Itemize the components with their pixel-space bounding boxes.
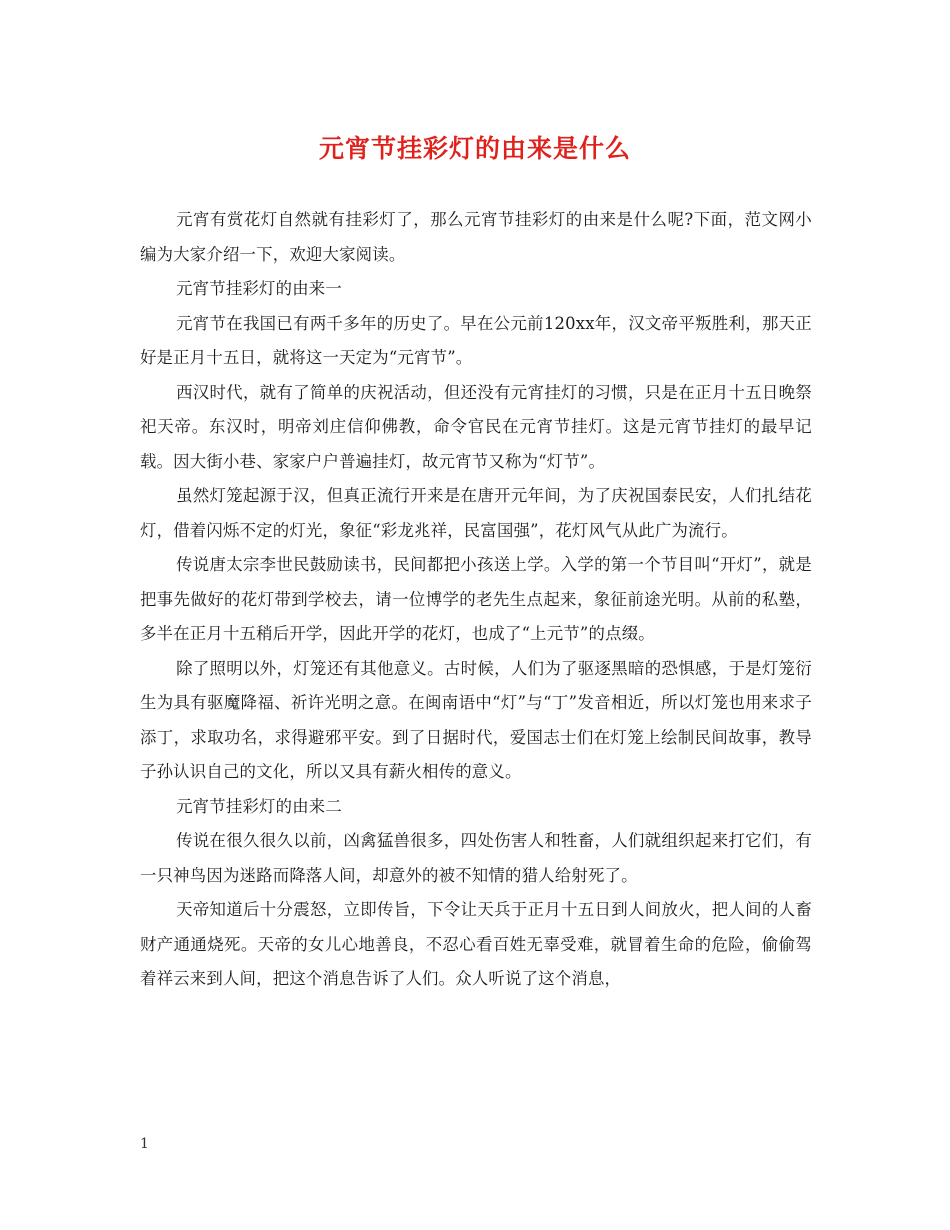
paragraph: 虽然灯笼起源于汉，但真正流行开来是在唐开元年间，为了庆祝国泰民安，人们扎结花灯，借着闪烁不定的灯光，象征“彩龙兆祥，民富国强”，花灯风气从此广为流行。 (140, 486, 812, 540)
paragraph: 元宵节在我国已有两千多年的历史了。早在公元前120xx年，汉文帝平叛胜利，那天正好是正月十五日，就将这一天定为“元宵节”。 (140, 313, 812, 367)
paragraph: 传说唐太宗李世民鼓励读书，民间都把小孩送上学。入学的第一个节目叫“开灯”，就是把事先做好的花灯带到学校去，请一位博学的老先生点起来，象征前途光明。从前的私塾，多半在正月十五稍后开学，因此开学的花灯，也成了“上元节”的点缀。 (140, 555, 812, 643)
paragraph-intro: 元宵有赏花灯自然就有挂彩灯了，那么元宵节挂彩灯的由来是什么呢?下面，范文网小编为大家介绍一下，欢迎大家阅读。 (140, 210, 812, 264)
paragraph: 西汉时代，就有了简单的庆祝活动，但还没有元宵挂灯的习惯，只是在正月十五日晚祭祀天帝。东汉时，明帝刘庄信仰佛教，命令官民在元宵节挂灯。这是元宵节挂灯的最早记载。因大街小巷、家家户户普遍挂灯，故元宵节又称为“灯节”。 (140, 382, 812, 471)
section-heading-2: 元宵节挂彩灯的由来二 (176, 796, 342, 816)
document-body (140, 203, 812, 997)
page-number: 1 (140, 1136, 149, 1152)
paragraph: 传说在很久很久以前，凶禽猛兽很多，四处伤害人和牲畜，人们就组织起来打它们，有一只神鸟因为迷路而降落人间，却意外的被不知情的猎人给射死了。 (140, 831, 812, 885)
document-title: 元宵节挂彩灯的由来是什么 (318, 134, 631, 163)
section-heading-1: 元宵节挂彩灯的由来一 (176, 279, 342, 298)
paragraph: 天帝知道后十分震怒，立即传旨，下令让天兵于正月十五日到人间放火，把人间的人畜财产通通烧死。天帝的女儿心地善良，不忍心看百姓无辜受难，就冒着生命的危险，偷偷驾着祥云来到人间，把这个消息告诉了人们。众人听说了这个消息， (140, 900, 812, 988)
paragraph: 除了照明以外，灯笼还有其他意义。古时候，人们为了驱逐黑暗的恐惧感，于是灯笼衍生为具有驱魔降福、祈许光明之意。在闽南语中“灯”与“丁”发音相近，所以灯笼也用来求子添丁，求取功名，求得避邪平安。到了日据时代，爱国志士们在灯笼上绘制民间故事，教导子孙认识自己的文化，所以又具有薪火相传的意义。 (140, 658, 812, 781)
